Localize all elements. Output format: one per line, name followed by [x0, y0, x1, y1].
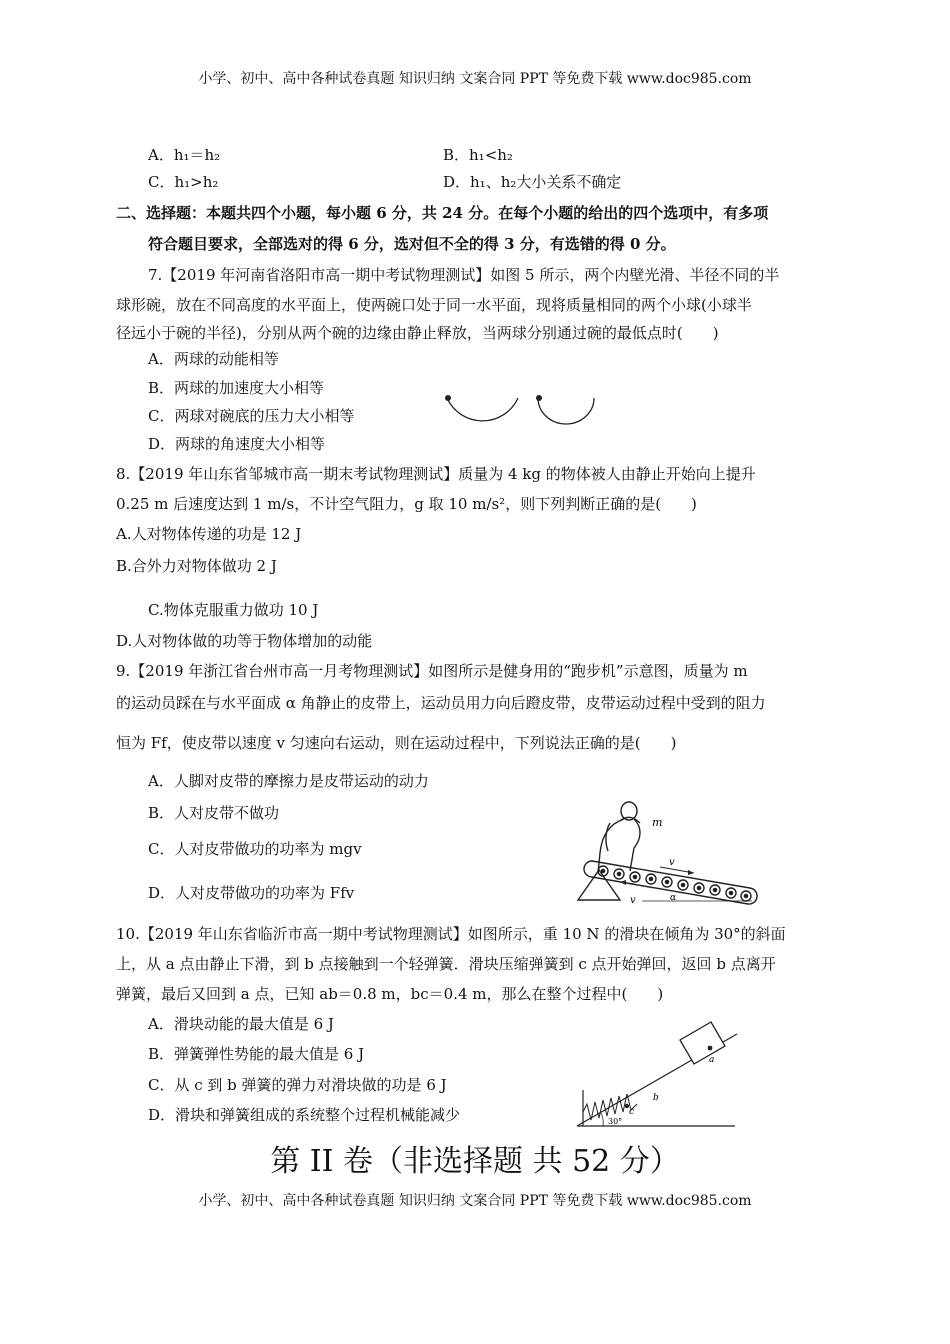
q9-option-b: B．人对皮带不做功 — [148, 804, 280, 822]
q9-option-c: C．人对皮带做功的功率为 mgv — [148, 840, 362, 858]
q10-line2: 上，从 a 点由静止下滑，到 b 点接触到一个轻弹簧．滑块压缩弹簧到 c 点开始弹回，返回 b 点离开 — [116, 955, 776, 973]
bowls-figure — [440, 393, 620, 443]
q9-line3: 恒为 Ff，使皮带以速度 v 匀速向右运动，则在运动过程中，下列说法正确的是( ) — [116, 734, 677, 752]
point-a-label: a — [709, 1055, 715, 1065]
section2-line1: 二、选择题：本题共四个小题，每小题 6 分，共 24 分。在每个小题的给出的四个选项中，有多项 — [116, 204, 769, 222]
treadmill-figure — [572, 793, 762, 908]
q10-line3: 弹簧，最后又回到 a 点，已知 ab＝0.8 m，bc＝0.4 m，那么在整个过程中( ) — [116, 985, 664, 1003]
q8-option-c: C.物体克服重力做功 10 J — [148, 601, 319, 619]
mass-label: m — [652, 816, 663, 829]
q9-option-a: A．人脚对皮带的摩擦力是皮带运动的动力 — [148, 772, 429, 790]
alpha-label: α — [670, 893, 677, 903]
page-footer: 小学、初中、高中各种试卷真题 知识归纳 文案合同 PPT 等免费下载 www.doc985.com — [198, 1193, 752, 1209]
q6-option-c: C．h₁>h₂ — [148, 173, 219, 191]
q7-line3: 径远小于碗的半径)，分别从两个碗的边缘由静止释放，当两球分别通过碗的最低点时( ) — [116, 324, 719, 342]
q10-option-a: A．滑块动能的最大值是 6 J — [148, 1015, 334, 1033]
q7-option-a: A．两球的动能相等 — [148, 350, 279, 368]
q7-option-b: B．两球的加速度大小相等 — [148, 379, 325, 397]
point-c-label: c — [629, 1107, 635, 1117]
q8-line2: 0.25 m 后速度达到 1 m/s，不计空气阻力，g 取 10 m/s²，则下列判断正确的是( ) — [116, 495, 697, 513]
q7-option-d: D．两球的角速度大小相等 — [148, 435, 326, 453]
q7-line2: 球形碗，放在不同高度的水平面上，使两碗口处于同一水平面，现将质量相同的两个小球(小球半 — [116, 296, 752, 314]
q7-option-c: C．两球对碗底的压力大小相等 — [148, 407, 355, 425]
q10-line1: 10.【2019 年山东省临沂市高一期中考试物理测试】如图所示，重 10 N 的滑块在倾角为 30°的斜面 — [116, 925, 786, 943]
part2-title: 第 II 卷（非选择题 共 52 分） — [270, 1144, 680, 1179]
q10-option-b: B．弹簧弹性势能的最大值是 6 J — [148, 1045, 365, 1063]
q8-option-d: D.人对物体做的功等于物体增加的动能 — [116, 632, 373, 650]
q8-line1: 8.【2019 年山东省邹城市高一期末考试物理测试】质量为 4 kg 的物体被人由静止开始向上提升 — [116, 465, 756, 483]
runner-icon — [598, 802, 640, 873]
q7-line1: 7.【2019 年河南省洛阳市高一期中考试物理测试】如图 5 所示，两个内壁光滑、半径不同的半 — [148, 266, 780, 284]
q6-option-a: A．h₁＝h₂ — [148, 146, 221, 164]
q10-option-d: D．滑块和弹簧组成的系统整个过程机械能减少 — [148, 1106, 461, 1124]
q8-option-b: B.合外力对物体做功 2 J — [116, 557, 277, 575]
q6-option-b: B．h₁<h₂ — [443, 146, 513, 164]
velocity-label-bottom: v — [630, 895, 636, 906]
q6-option-d: D．h₁、h₂大小关系不确定 — [443, 173, 622, 191]
incline-figure — [575, 1020, 740, 1130]
page-header: 小学、初中、高中各种试卷真题 知识归纳 文案合同 PPT 等免费下载 www.doc985.com — [198, 71, 752, 87]
q10-option-c: C．从 c 到 b 弹簧的弹力对滑块做的功是 6 J — [148, 1076, 447, 1094]
velocity-label-top: v — [669, 857, 675, 868]
q8-option-a: A.人对物体传递的功是 12 J — [116, 525, 302, 543]
section2-line2: 符合题目要求，全部选对的得 6 分，选对但不全的得 3 分，有选错的得 0 分。 — [148, 235, 676, 253]
slider-block-icon — [680, 1022, 725, 1064]
point-b-label: b — [653, 1093, 659, 1103]
angle-label: 30° — [608, 1117, 623, 1126]
q9-option-d: D．人对皮带做功的功率为 Ffv — [148, 884, 355, 902]
q9-line2: 的运动员踩在与水平面成 α 角静止的皮带上，运动员用力向后蹬皮带，皮带运动过程中受到的阻力 — [116, 694, 766, 712]
q9-line1: 9.【2019 年浙江省台州市高一月考物理测试】如图所示是健身用的“跑步机”示意图，质量为 m — [116, 662, 748, 680]
